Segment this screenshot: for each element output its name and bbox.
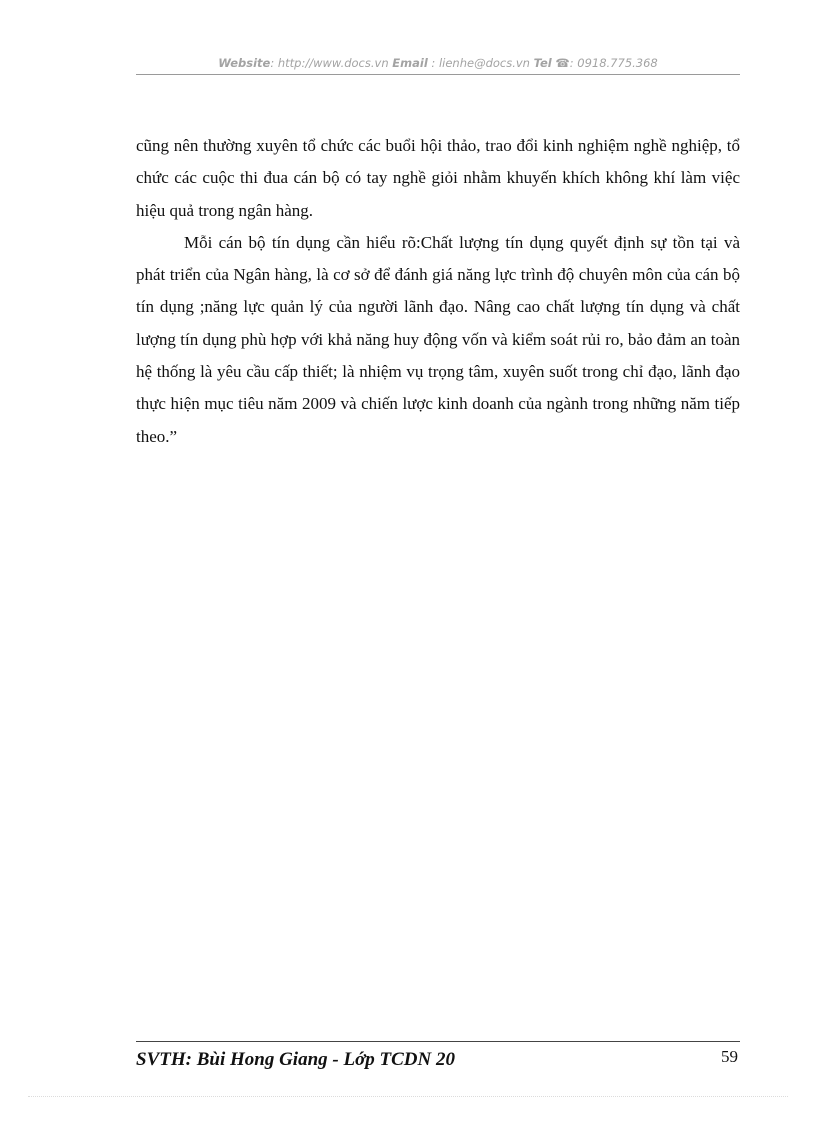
tel-value: : 0918.775.368 [569, 56, 658, 70]
header-divider [136, 74, 740, 75]
footer-divider [136, 1041, 740, 1042]
paragraph-2: Mỗi cán bộ tín dụng cần hiểu rõ:Chất lượng tín dụng quyết định sự tồn tại và phát triển của Ngân hàng, là cơ sở để đánh giá năng lực trình độ chuyên môn của cán bộ tín dụng ;năng lực quản lý của người lãnh đạo. Nâng cao chất lượng tín dụng và chất lượng tín dụng phù hợp với khả năng huy động vốn và kiểm soát rủi ro, bảo đảm an toàn hệ thống là yêu cầu cấp thiết; là nhiệm vụ trọng tâm, xuyên suốt trong chỉ đạo, lãnh đạo thực hiện mục tiêu năm 2009 và chiến lược kinh doanh của ngành trong những năm tiếp theo.” [136, 232, 740, 446]
tel-label: Tel [533, 56, 552, 70]
phone-icon: ☎ [555, 56, 570, 70]
email-label: Email [392, 56, 428, 70]
footer-author: SVTH: Bùi Hong Giang - Lớp TCDN 20 [136, 1049, 455, 1070]
page-header [136, 56, 740, 70]
paragraph-1: cũng nên thường xuyên tổ chức các buổi hội thảo, trao đổi kinh nghiệm nghề nghiệp, tổ chức các cuộc thi đua cán bộ có tay nghề giỏi nhằm khuyến khích không khí làm việc hiệu quả trong ngân hàng. [136, 136, 740, 220]
website-label: Website [218, 56, 271, 70]
page-bottom-border [28, 1096, 788, 1097]
website-value: : http://www.docs.vn [270, 56, 389, 70]
email-value: : lienhe@docs.vn [431, 56, 530, 70]
body-text [136, 130, 740, 453]
page-number: 59 [721, 1047, 738, 1066]
